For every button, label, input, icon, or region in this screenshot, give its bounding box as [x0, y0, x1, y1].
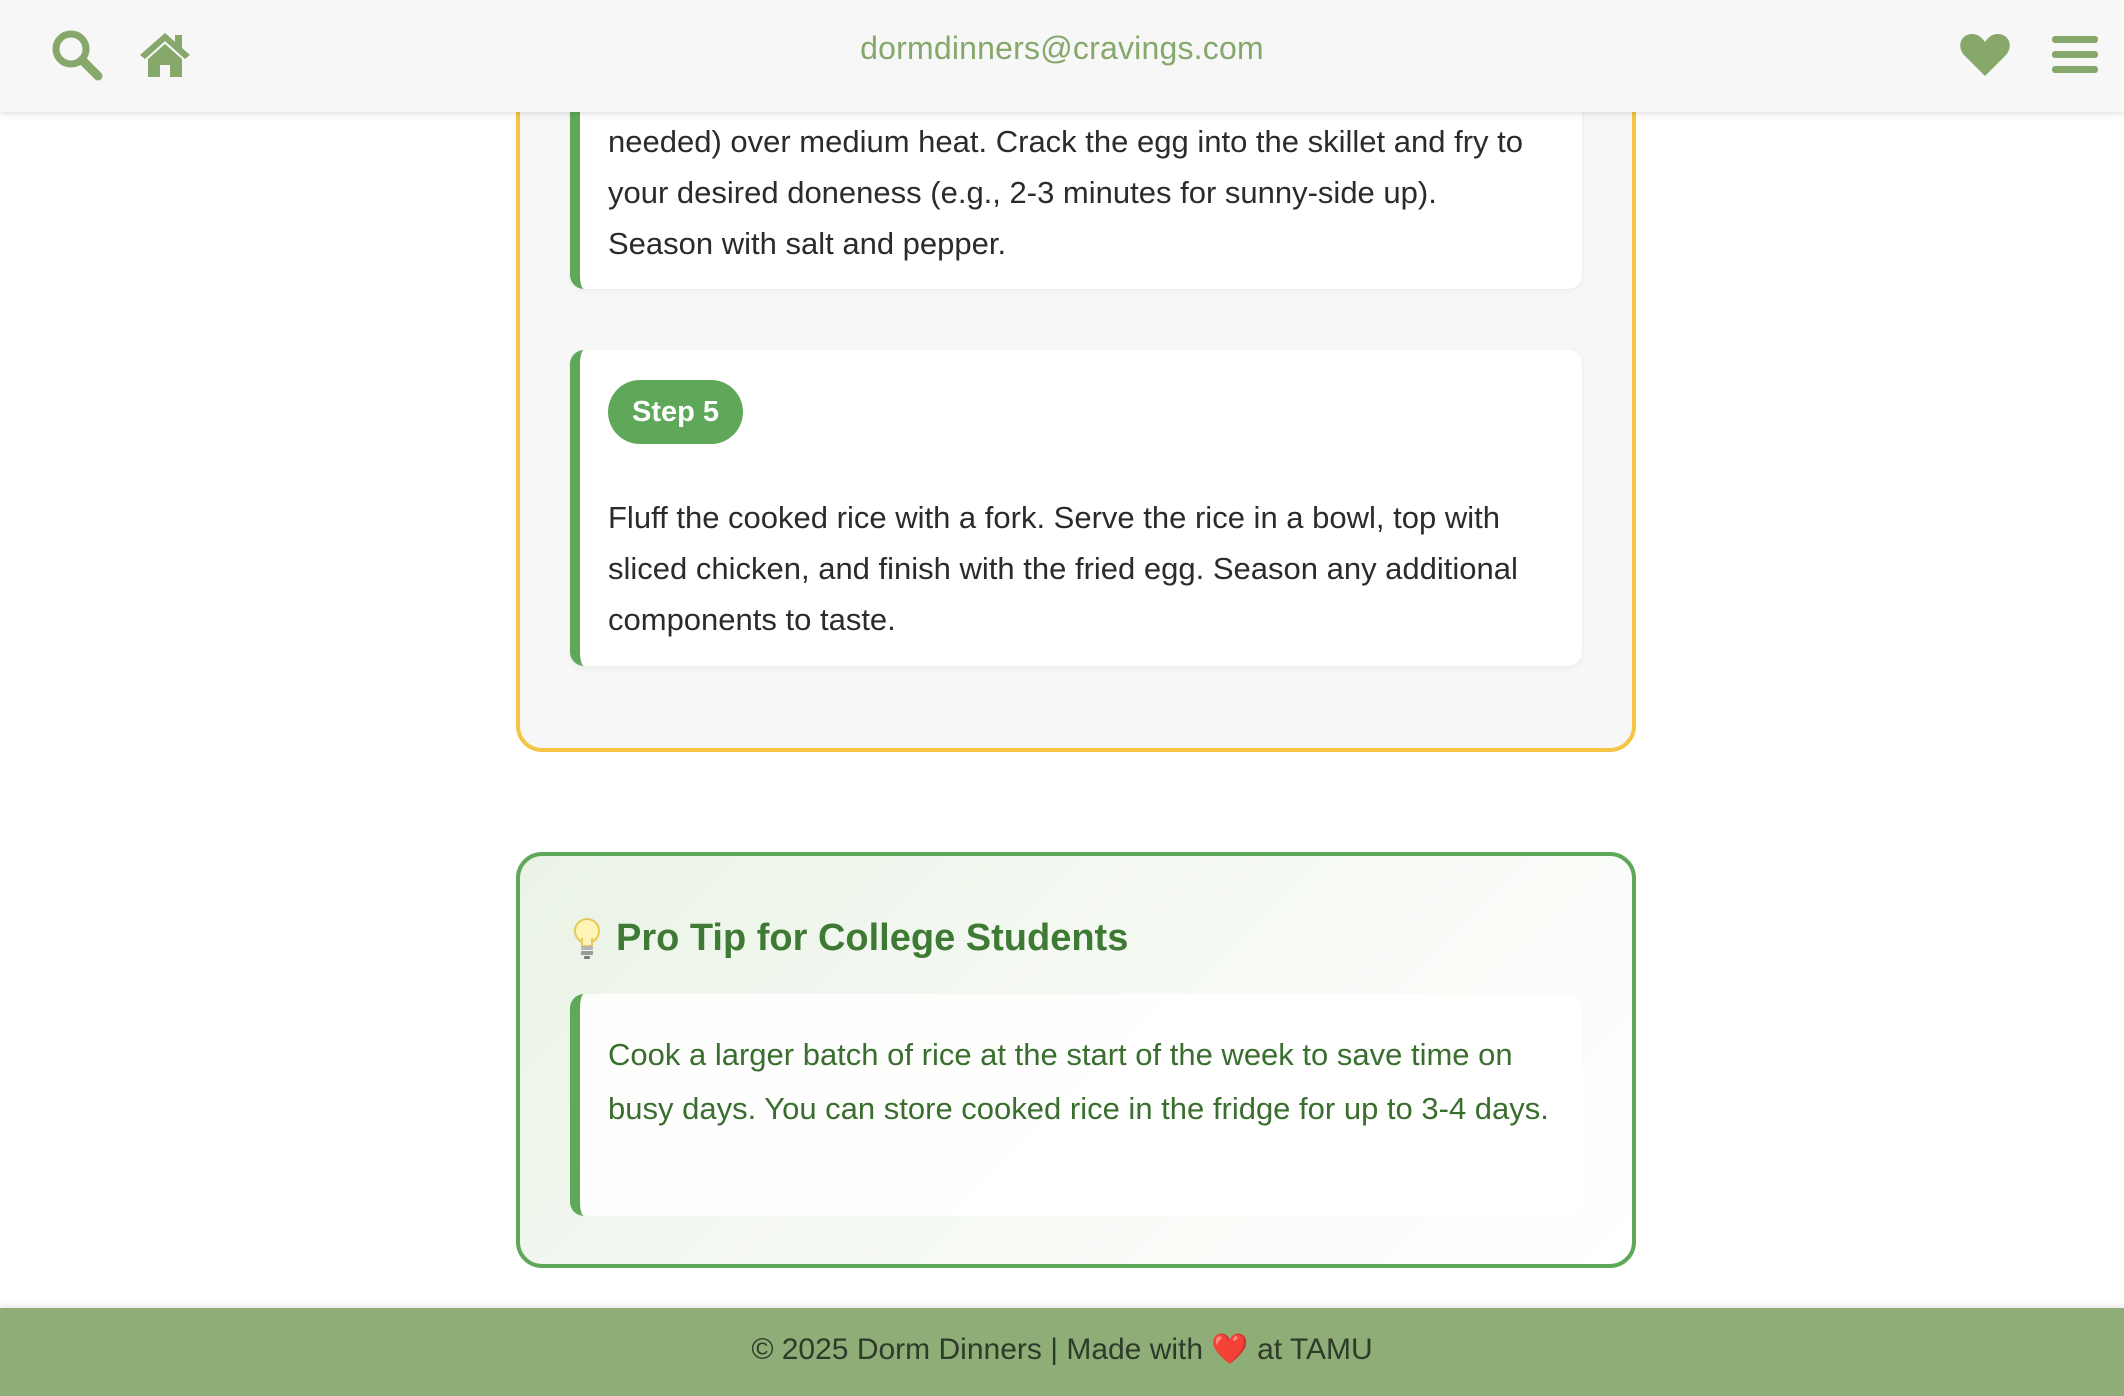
pro-tip-card	[570, 994, 1582, 1216]
footer-location: at TAMU	[1248, 1333, 1373, 1366]
pro-tip-title: Pro Tip for College Students	[616, 916, 1129, 959]
top-navbar	[0, 0, 2124, 112]
step-card-5	[570, 350, 1582, 666]
step-4-text: needed) over medium heat. Crack the egg into the skillet and fry to your desired doneness (e.g., 2-3 minutes for sunny-side up). Season with salt and pepper.	[608, 124, 1523, 261]
heart-emoji-icon: ❤️	[1211, 1333, 1249, 1366]
favorites-heart-icon[interactable]	[1952, 22, 2018, 88]
contact-email	[0, 30, 2124, 67]
lightbulb-icon	[572, 916, 602, 960]
pro-tip-text: Cook a larger batch of rice at the start of the week to save time on busy days. You can store cooked rice in the fridge for up to 3-4 days.	[608, 1037, 1549, 1126]
instructions-panel	[516, 0, 1636, 752]
footer-text	[0, 1332, 2124, 1367]
footer-copyright: © 2025 Dorm Dinners | Made with	[751, 1333, 1212, 1366]
pro-tip-heading	[572, 916, 1128, 960]
pro-tip-panel	[516, 852, 1636, 1268]
site-footer	[0, 1308, 2124, 1396]
step-5-text: Fluff the cooked rice with a fork. Serve the rice in a bowl, top with sliced chicken, and finish with the fried egg. Season any additional components to taste.	[608, 500, 1518, 637]
step-5-badge: Step 5	[608, 380, 743, 444]
menu-icon[interactable]	[2042, 22, 2108, 88]
contact-email-link[interactable]: dormdinners@cravings.com	[860, 30, 1264, 66]
